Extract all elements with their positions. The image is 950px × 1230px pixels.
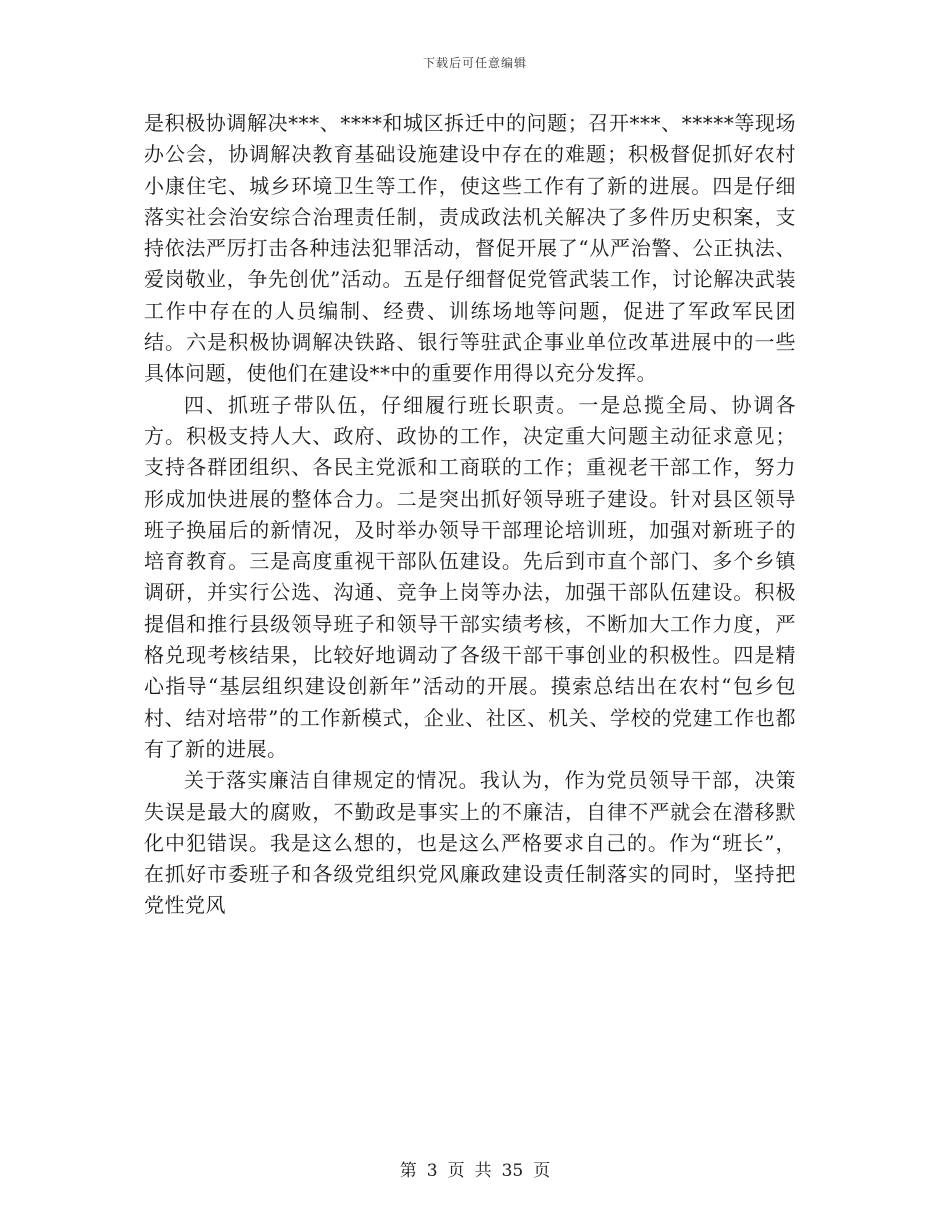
paragraph-3: 关于落实廉洁自律规定的情况。我认为，作为党员领导干部，决策失误是最大的腐败，不勤政是事实上的不廉洁，自律不严就会在潜移默化中犯错误。我是这么想的，也是这么严格要求自己的。作为“班长”，在抓好市委班子和各级党组织党风廉政建设责任制落实的同时，坚持把党性党风 [144, 768, 796, 918]
total-page-number: 35 [501, 1161, 524, 1181]
current-page-number: 3 [426, 1161, 438, 1181]
paragraph-2: 四、抓班子带队伍，仔细履行班长职责。一是总揽全局、协调各方。积极支持人大、政府、政协的工作，决定重大问题主动征求意见；支持各群团组织、各民主党派和工商联的工作；重视老干部工作，努力形成加快进展的整体合力。二是突出抓好领导班子建设。针对县区领导班子换届后的新情况，及时举办领导干部理论培训班，加强对新班子的培育教育。三是高度重视干部队伍建设。先后到市直个部门、多个乡镇调研，并实行公选、沟通、竞争上岗等办法，加强干部队伍建设。积极提倡和推行县级领导班子和领导干部实绩考核，不断加大工作力度，严格兑现考核结果，比较好地调动了各级干部干事创业的积极性。四是精心指导“基层组织建设创新年”活动的开展。摸索总结出在农村“包乡包村、结对培带”的工作新模式，企业、社区、机关、学校的党建工作也都有了新的进展。 [144, 392, 796, 761]
paragraph-1: 是积极协调解决***、****和城区拆迁中的问题；召开***、*****等现场办公会，协调解决教育基础设施建设中存在的难题；积极督促抓好农村小康住宅、城乡环境卫生等工作，使这些工作有了新的进展。四是仔细落实社会治安综合治理责任制，责成政法机关解决了多件历史积案，支持依法严厉打击各种违法犯罪活动，督促开展了“从严治警、公正执法、爱岗敬业，争先创优”活动。五是仔细督促党管武装工作，讨论解决武装工作中存在的人员编制、经费、训练场地等问题，促进了军政军民团结。六是积极协调解决铁路、银行等驻武企事业单位改革进展中的一些具体问题，使他们在建设**中的重要作用得以充分发挥。 [144, 111, 796, 386]
footer-prefix: 第 [399, 1161, 417, 1181]
footer-page-word: 页 [447, 1161, 465, 1181]
page-footer [0, 1156, 950, 1181]
footer-suffix: 页 [533, 1161, 551, 1181]
page-header: 下载后可任意编辑 [422, 56, 527, 70]
document-body [144, 108, 796, 922]
footer-total-word: 共 [474, 1161, 492, 1181]
